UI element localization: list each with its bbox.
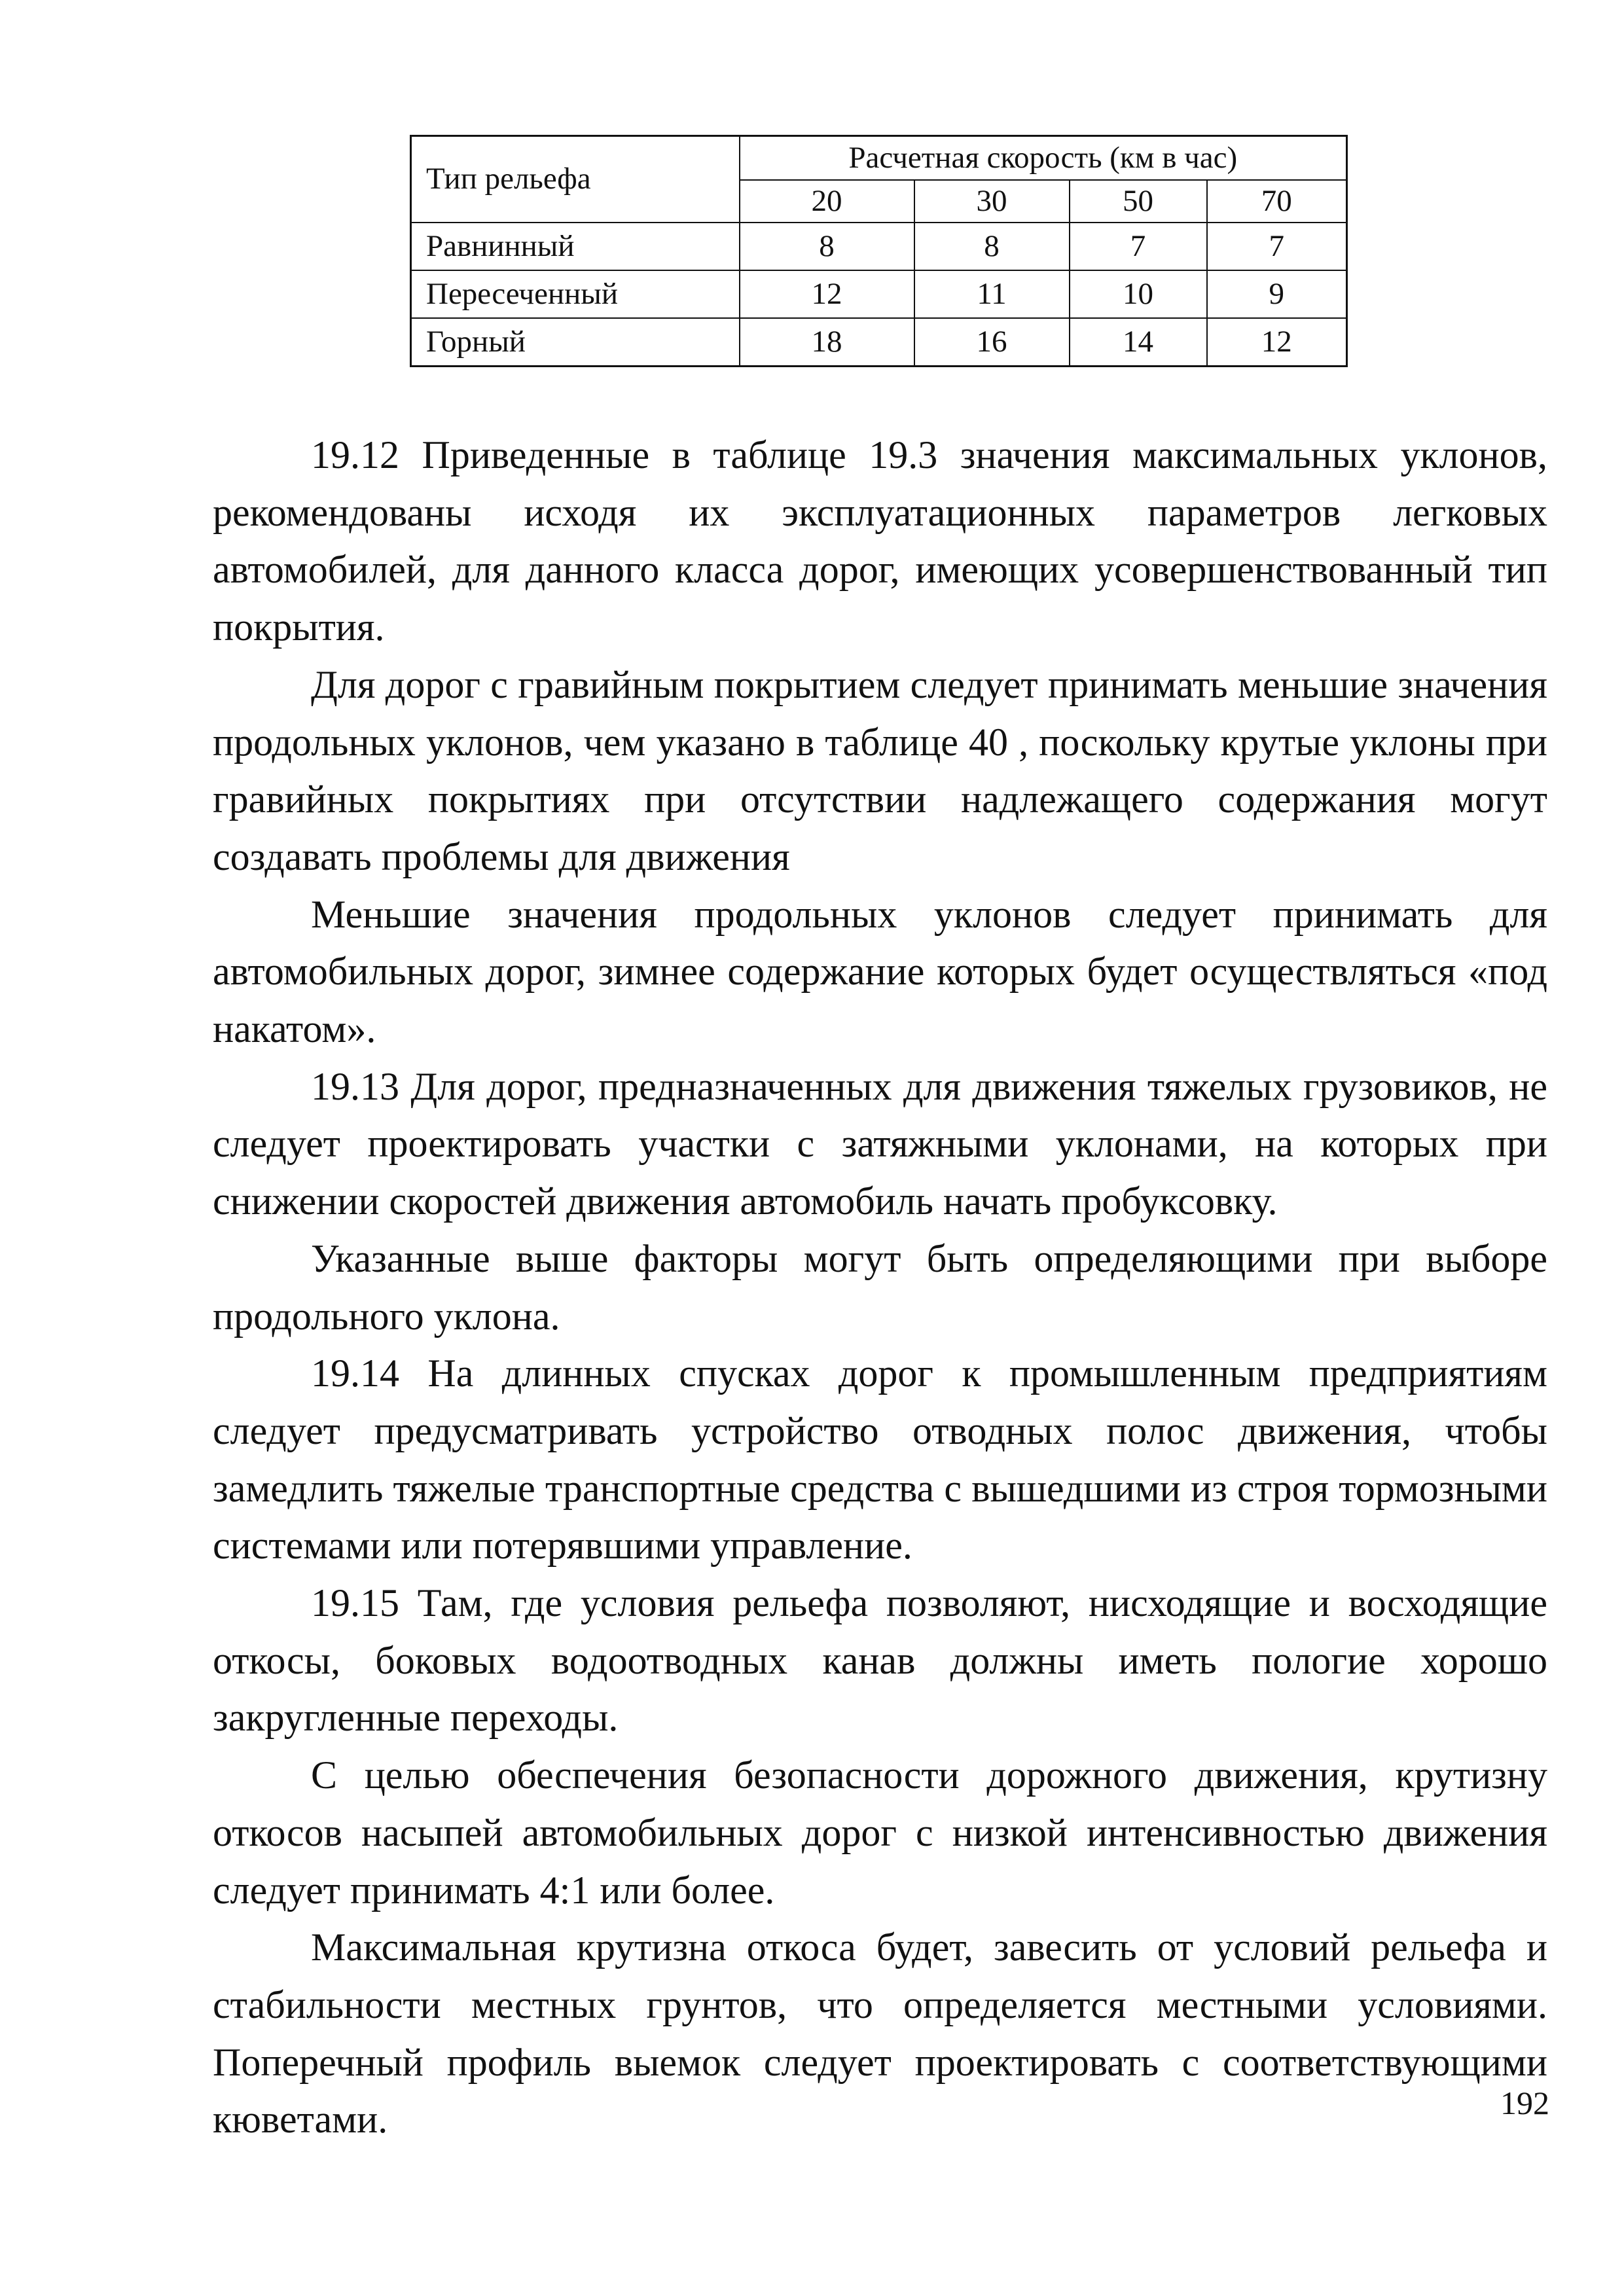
- table-cell: 12: [1207, 318, 1347, 367]
- speed-30: 30: [914, 180, 1070, 223]
- table-cell: 11: [914, 270, 1070, 318]
- table-cell: 7: [1070, 223, 1207, 270]
- table-cell: 9: [1207, 270, 1347, 318]
- row-label: Горный: [411, 318, 740, 367]
- slope-table: [410, 135, 1348, 367]
- table-row: [411, 270, 1347, 318]
- row-label: Пересеченный: [411, 270, 740, 318]
- table-row: [411, 318, 1347, 367]
- row-label: Равнинный: [411, 223, 740, 270]
- paragraph-19-13: 19.13 Для дорог, предназначенных для движения тяжелых грузовиков, не следует проектировать участки с затяжными уклонами, на которых при снижении скоростей движения автомобиль начать пробуксовку.: [213, 1064, 1547, 1223]
- paragraph-safety-slopes: С целью обеспечения безопасности дорожного движения, крутизну откосов насыпей автомобильных дорог с низкой интенсивностью движения следует принимать 4:1 или более.: [213, 1753, 1547, 1912]
- speed-20: 20: [740, 180, 914, 223]
- table-row: [411, 223, 1347, 270]
- table-cell: 10: [1070, 270, 1207, 318]
- paragraph-factors: Указанные выше факторы могут быть определяющими при выборе продольного уклона.: [213, 1236, 1547, 1338]
- speed-50: 50: [1070, 180, 1207, 223]
- table-cell: 7: [1207, 223, 1347, 270]
- table-cell: 12: [740, 270, 914, 318]
- table-cell: 8: [740, 223, 914, 270]
- paragraph-19-12: 19.12 Приведенные в таблице 19.3 значения максимальных уклонов, рекомендованы исходя их эксплуатационных параметров легковых автомобилей, для данного класса дорог, имеющих усовершенствованный тип покрытия.: [213, 433, 1547, 649]
- table-cell: 8: [914, 223, 1070, 270]
- table-cell: 18: [740, 318, 914, 367]
- paragraph-gravel-roads: Для дорог с гравийным покрытием следует принимать меньшие значения продольных уклонов, чем указано в таблице 40 , поскольку крутые уклоны при гравийных покрытиях при отсутствии надлежащего содержания могут создавать проблемы для движения: [213, 662, 1547, 878]
- table-cell: 14: [1070, 318, 1207, 367]
- header-relief-type: Тип рельефа: [411, 136, 740, 223]
- body-text: [213, 427, 1547, 2149]
- header-design-speed: Расчетная скорость (км в час): [740, 136, 1347, 180]
- table-cell: 16: [914, 318, 1070, 367]
- speed-70: 70: [1207, 180, 1347, 223]
- paragraph-max-slope: Максимальная крутизна откоса будет, завесить от условий рельефа и стабильности местных грунтов, что определяется местными условиями. Поперечный профиль выемок следует проектировать с соответствующими кюветами.: [213, 1926, 1547, 2142]
- paragraph-19-14: 19.14 На длинных спусках дорог к промышленным предприятиям следует предусматривать устройство отводных полос движения, чтобы замедлить тяжелые транспортные средства с вышедшими из строя тормозными системами или потерявшими управление.: [213, 1352, 1547, 1568]
- paragraph-winter-maintenance: Меньшие значения продольных уклонов следует принимать для автомобильных дорог, зимнее содержание которых будет осуществляться «под накатом».: [213, 892, 1547, 1051]
- page-number: 192: [1500, 2085, 1549, 2121]
- paragraph-19-15: 19.15 Там, где условия рельефа позволяют, нисходящие и восходящие откосы, боковых водоотводных канав должны иметь пологие хорошо закругленные переходы.: [213, 1581, 1547, 1740]
